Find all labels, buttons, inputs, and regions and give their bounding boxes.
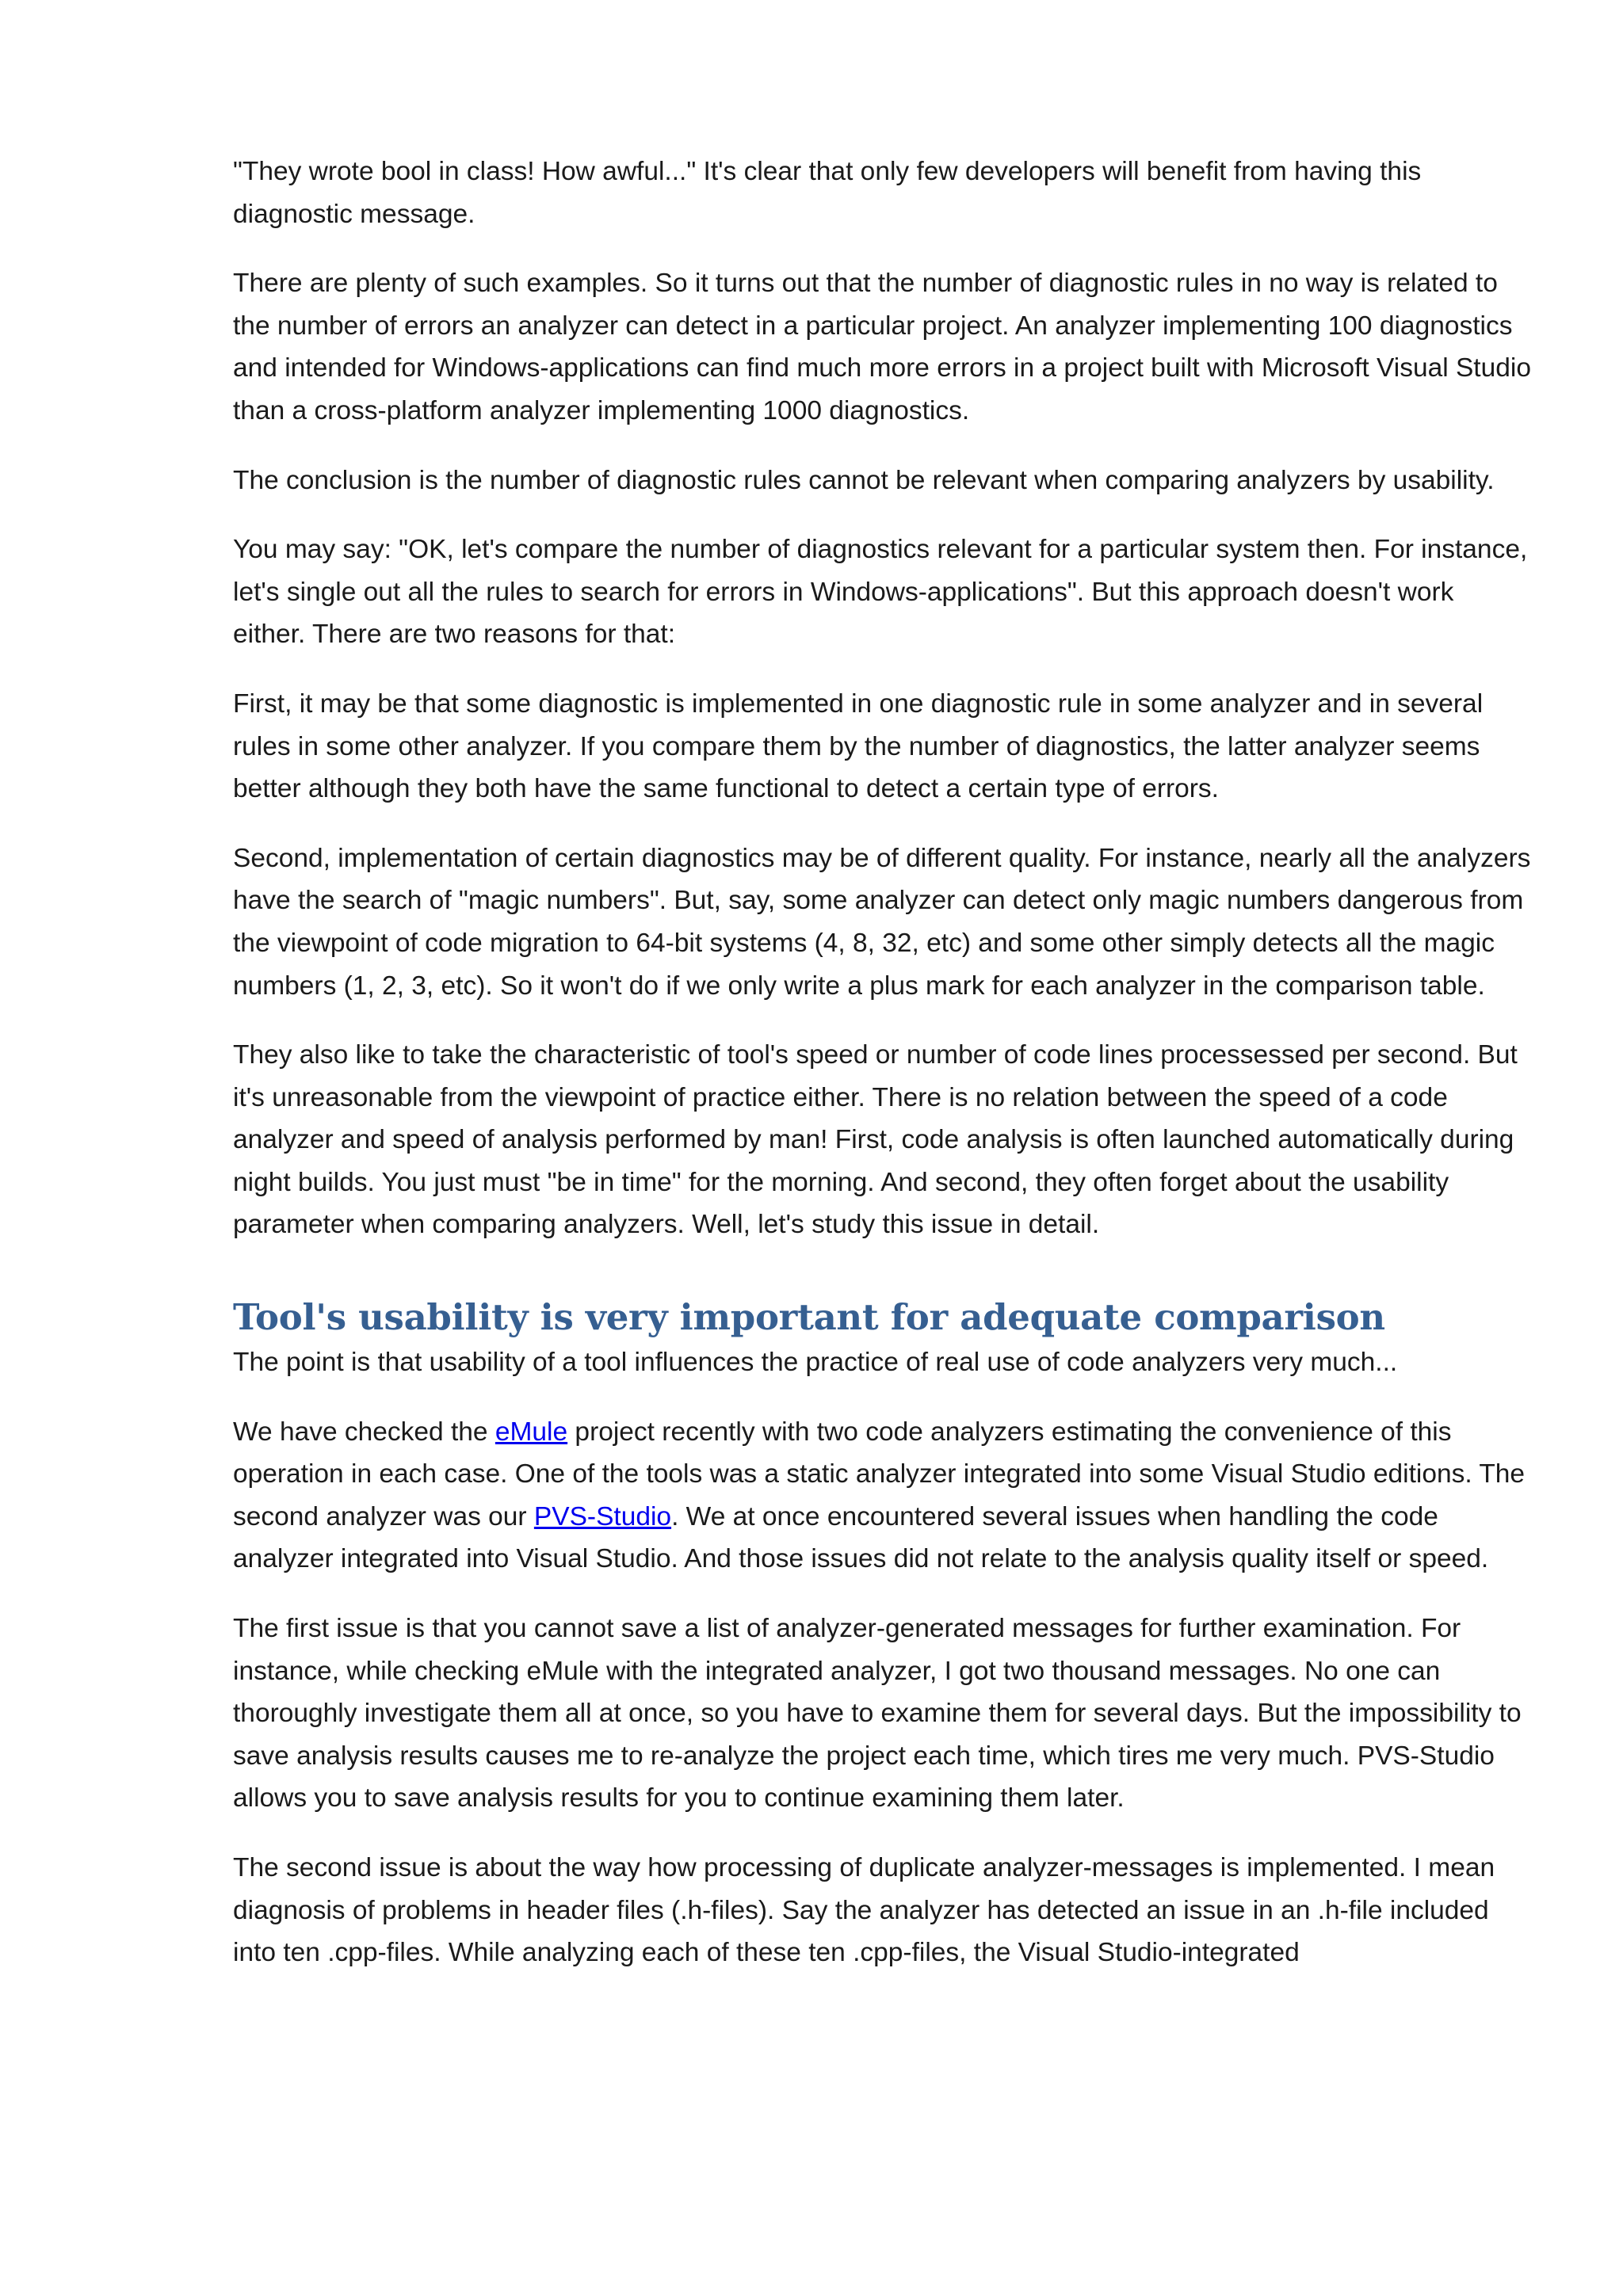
paragraph-usability-intro: The point is that usability of a tool influences the practice of real use of code analyzers very much... (233, 1348, 1398, 1378)
paragraph-conclusion: The conclusion is the number of diagnostic rules cannot be relevant when comparing analyzers by usability. (233, 465, 1495, 495)
paragraph-bool-in-class: "They wrote bool in class! How awful..." It's clear that only few developers will benefit from having this diagnostic message. (233, 157, 1422, 229)
paragraph-second-reason: Second, implementation of certain diagnostics may be of different quality. For instance, nearly all the analyzers have the search of "magic numbers". But, say, some analyzer can detect only magic numbers dangerous from the viewpoint of code migration to 64-bit systems (4, 8, 32, etc) and some other simply detects all the magic numbers (1, 2, 3, etc). So it won't do if we only write a plus mark for each analyzer in the comparison table. (233, 843, 1531, 1001)
emule-text-part3: . We at once encountered several issues when handling the code analyzer integrated into Visual Studio. And those issues did not relate to the analysis quality itself or speed. (233, 1501, 1489, 1574)
paragraph-emule-check (233, 1411, 1533, 1581)
emule-text-part1: We have checked the (233, 1417, 495, 1447)
paragraph-first-issue: The first issue is that you cannot save a list of analyzer-generated messages for further examination. For instance, while checking eMule with the integrated analyzer, I got two thousand messages. No one can thoroughly investigate them all at once, so you have to examine them for several days. But the impossibility to save analysis results causes me to re-analyze the project each time, which tires me very much. PVS-Studio allows you to save analysis results for you to continue examining them later. (233, 1614, 1522, 1814)
paragraph-second-issue: The second issue is about the way how processing of duplicate analyzer-messages is implemented. I mean diagnosis of problems in header files (.h-files). Say the analyzer has detected an issue in an .h-file included into ten .cpp-files. While analyzing each of these ten .cpp-files, the Visual Studio-integrated (233, 1853, 1495, 1968)
emule-text-part2: project recently with two code analyzers estimating the convenience of this operation in each case. One of the tools was a static analyzer integrated into some Visual Studio editions. The second analyzer was our (233, 1417, 1526, 1531)
paragraph-you-may-say: You may say: "OK, let's compare the number of diagnostics relevant for a particular system then. For instance, let's single out all the rules to search for errors in Windows-applications". But this approach doesn't work either. There are two reasons for that: (233, 535, 1528, 650)
emule-link[interactable]: eMule (495, 1417, 568, 1447)
paragraph-tool-speed: They also like to take the characteristic of tool's speed or number of code lines processessed per second. But it's unreasonable from the viewpoint of practice either. There is no relation between the speed of a code analyzer and speed of analysis performed by man! First, code analysis is often launched automatically during night builds. You just must "be in time" for the morning. And second, they often forget about the usability parameter when comparing analyzers. Well, let's study this issue in detail. (233, 1040, 1518, 1240)
paragraph-first-reason: First, it may be that some diagnostic is implemented in one diagnostic rule in some analyzer and in several rules in some other analyzer. If you compare them by the number of diagnostics, the latter analyzer seems better although they both have the same functional to detect a certain type of errors. (233, 688, 1484, 804)
document-page (233, 151, 1533, 2001)
section-heading: Tool's usability is very important for adequate comparison (233, 1296, 1385, 1339)
pvs-studio-link[interactable]: PVS-Studio (533, 1501, 672, 1531)
paragraph-plenty-examples: There are plenty of such examples. So it turns out that the number of diagnostic rules in no way is related to the number of errors an analyzer can detect in a particular project. An analyzer implementing 100 diagnostics and intended for Windows-applications can find much more errors in a project built with Microsoft Visual Studio than a cross-platform analyzer implementing 1000 diagnostics. (233, 269, 1531, 425)
